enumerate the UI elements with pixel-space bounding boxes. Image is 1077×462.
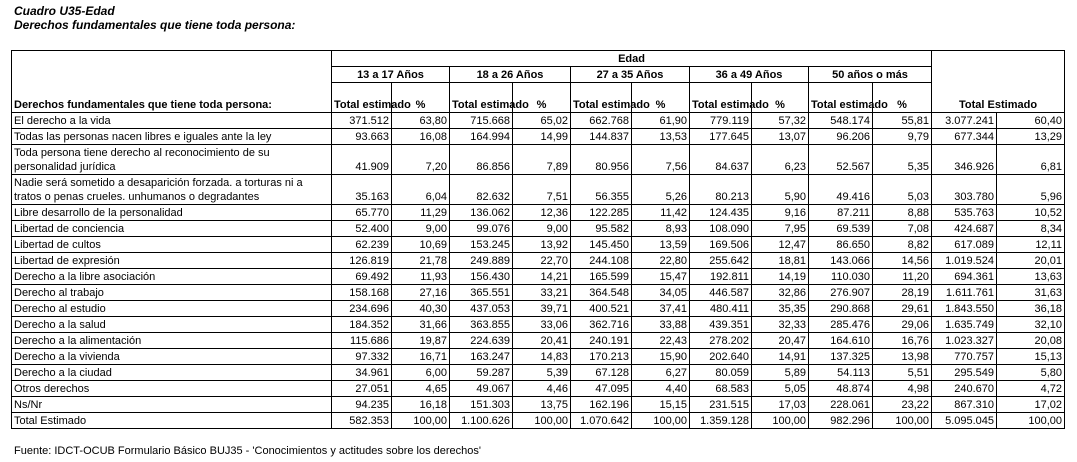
row-label: Derecho al estudio (12, 301, 332, 317)
percent-cell: 61,90 (632, 113, 690, 129)
total-cell: 97.332 (332, 349, 392, 365)
percent-cell: 7,89 (513, 145, 571, 175)
total-cell: 295.549 (932, 365, 997, 381)
percent-cell: 14,91 (752, 349, 809, 365)
percent-cell: 100,00 (632, 413, 690, 429)
total-cell: 446.587 (690, 285, 752, 301)
total-cell: 255.642 (690, 253, 752, 269)
total-cell: 363.855 (450, 317, 513, 333)
table-row (12, 365, 1065, 381)
total-cell: 69.539 (809, 221, 873, 237)
total-cell: 54.113 (809, 365, 873, 381)
table-row (12, 333, 1065, 349)
percent-cell: 57,32 (752, 113, 809, 129)
percent-cell: 29,61 (873, 301, 932, 317)
percent-cell: 22,80 (632, 253, 690, 269)
total-cell: 162.196 (571, 397, 632, 413)
percent-cell: 8,88 (873, 205, 932, 221)
percent-cell: 13,92 (513, 237, 571, 253)
percent-cell: 8,34 (997, 221, 1065, 237)
total-cell: 164.994 (450, 129, 513, 145)
total-cell: 770.757 (932, 349, 997, 365)
row-label: Derecho a la alimentación (12, 333, 332, 349)
total-cell: 163.247 (450, 349, 513, 365)
percent-cell: 13,07 (752, 129, 809, 145)
table-row (12, 175, 1065, 205)
total-cell: 1.635.749 (932, 317, 997, 333)
total-cell: 234.696 (332, 301, 392, 317)
total-cell: 1.023.327 (932, 333, 997, 349)
total-cell: 80.059 (690, 365, 752, 381)
total-cell: 1.843.550 (932, 301, 997, 317)
total-cell: 115.686 (332, 333, 392, 349)
percent-cell: 11,20 (873, 269, 932, 285)
percent-cell: 7,51 (513, 175, 571, 205)
percent-cell: 9,00 (513, 221, 571, 237)
row-label: Libre desarrollo de la personalidad (12, 205, 332, 221)
percent-cell: 13,63 (997, 269, 1065, 285)
total-estimado-subheader: Total estimado (690, 83, 752, 113)
percent-cell: 7,56 (632, 145, 690, 175)
percent-cell: 20,47 (752, 333, 809, 349)
total-cell: 582.353 (332, 413, 392, 429)
row-label: Otros derechos (12, 381, 332, 397)
percent-cell: 8,93 (632, 221, 690, 237)
percent-cell: 15,15 (632, 397, 690, 413)
percent-cell: 5,26 (632, 175, 690, 205)
percent-cell: 60,40 (997, 113, 1065, 129)
percent-cell: 16,71 (392, 349, 450, 365)
total-cell: 99.076 (450, 221, 513, 237)
total-cell: 662.768 (571, 113, 632, 129)
row-label: Derecho a la ciudad (12, 365, 332, 381)
percent-subheader: % (513, 83, 571, 113)
percent-cell: 32,86 (752, 285, 809, 301)
age-group-header: 50 años o más (809, 67, 932, 83)
total-cell: 110.030 (809, 269, 873, 285)
percent-cell: 5,51 (873, 365, 932, 381)
percent-cell: 31,63 (997, 285, 1065, 301)
total-cell: 244.108 (571, 253, 632, 269)
percent-cell: 22,70 (513, 253, 571, 269)
total-cell: 153.245 (450, 237, 513, 253)
total-cell: 69.492 (332, 269, 392, 285)
total-cell: 439.351 (690, 317, 752, 333)
table-row (12, 301, 1065, 317)
table-row (12, 269, 1065, 285)
total-cell: 184.352 (332, 317, 392, 333)
percent-cell: 65,02 (513, 113, 571, 129)
total-cell: 126.819 (332, 253, 392, 269)
total-cell: 400.521 (571, 301, 632, 317)
row-label: Libertad de expresión (12, 253, 332, 269)
total-cell: 94.235 (332, 397, 392, 413)
percent-cell: 10,52 (997, 205, 1065, 221)
total-cell: 192.811 (690, 269, 752, 285)
percent-cell: 5,39 (513, 365, 571, 381)
table-row (12, 413, 1065, 429)
percent-cell: 13,75 (513, 397, 571, 413)
percent-cell: 5,80 (997, 365, 1065, 381)
total-cell: 86.856 (450, 145, 513, 175)
percent-cell: 4,98 (873, 381, 932, 397)
total-cell: 240.670 (932, 381, 997, 397)
percent-cell: 15,13 (997, 349, 1065, 365)
total-cell: 535.763 (932, 205, 997, 221)
total-cell: 362.716 (571, 317, 632, 333)
age-group-header: 18 a 26 Años (450, 67, 571, 83)
total-cell: 290.868 (809, 301, 873, 317)
total-cell: 59.287 (450, 365, 513, 381)
percent-cell: 4,65 (392, 381, 450, 397)
total-cell: 202.640 (690, 349, 752, 365)
percent-cell: 15,47 (632, 269, 690, 285)
percent-cell: 14,19 (752, 269, 809, 285)
percent-cell: 12,11 (997, 237, 1065, 253)
total-cell: 49.067 (450, 381, 513, 397)
percent-cell: 6,04 (392, 175, 450, 205)
percent-cell: 19,87 (392, 333, 450, 349)
percent-cell: 33,06 (513, 317, 571, 333)
percent-cell: 40,30 (392, 301, 450, 317)
percent-subheader: % (873, 83, 932, 113)
total-cell: 93.663 (332, 129, 392, 145)
total-cell: 137.325 (809, 349, 873, 365)
percent-cell: 13,29 (997, 129, 1065, 145)
total-cell: 56.355 (571, 175, 632, 205)
percent-cell: 28,19 (873, 285, 932, 301)
percent-cell: 20,41 (513, 333, 571, 349)
total-cell: 47.095 (571, 381, 632, 397)
percent-cell: 5,89 (752, 365, 809, 381)
percent-cell: 7,95 (752, 221, 809, 237)
total-cell: 177.645 (690, 129, 752, 145)
percent-cell: 36,18 (997, 301, 1065, 317)
percent-cell: 5,35 (873, 145, 932, 175)
table-row (12, 253, 1065, 269)
total-cell: 52.567 (809, 145, 873, 175)
row-label: Todas las personas nacen libres e iguales ante la ley (12, 129, 332, 145)
total-cell: 158.168 (332, 285, 392, 301)
percent-cell: 11,93 (392, 269, 450, 285)
percent-cell: 13,59 (632, 237, 690, 253)
percent-cell: 20,01 (997, 253, 1065, 269)
age-group-header: 13 a 17 Años (332, 67, 450, 83)
percent-cell: 13,98 (873, 349, 932, 365)
total-cell: 170.213 (571, 349, 632, 365)
row-label: Total Estimado (12, 413, 332, 429)
total-cell: 80.213 (690, 175, 752, 205)
percent-cell: 27,16 (392, 285, 450, 301)
percent-cell: 11,42 (632, 205, 690, 221)
percent-cell: 37,41 (632, 301, 690, 317)
percent-cell: 33,88 (632, 317, 690, 333)
percent-cell: 18,81 (752, 253, 809, 269)
percent-cell: 5,05 (752, 381, 809, 397)
total-cell: 365.551 (450, 285, 513, 301)
total-cell: 151.303 (450, 397, 513, 413)
percent-cell: 100,00 (513, 413, 571, 429)
total-cell: 303.780 (932, 175, 997, 205)
total-cell: 364.548 (571, 285, 632, 301)
table-row (12, 397, 1065, 413)
percent-cell: 20,08 (997, 333, 1065, 349)
total-estimado-subheader: Total estimado (571, 83, 632, 113)
percent-cell: 63,80 (392, 113, 450, 129)
percent-cell: 9,00 (392, 221, 450, 237)
percent-cell: 7,20 (392, 145, 450, 175)
total-cell: 240.191 (571, 333, 632, 349)
table-row (12, 317, 1065, 333)
percent-cell: 4,40 (632, 381, 690, 397)
total-cell: 27.051 (332, 381, 392, 397)
total-cell: 164.610 (809, 333, 873, 349)
percent-cell: 6,27 (632, 365, 690, 381)
percent-cell: 16,76 (873, 333, 932, 349)
total-cell: 424.687 (932, 221, 997, 237)
percent-cell: 16,18 (392, 397, 450, 413)
total-cell: 437.053 (450, 301, 513, 317)
percent-cell: 14,83 (513, 349, 571, 365)
percent-cell: 4,46 (513, 381, 571, 397)
age-group-header: 36 a 49 Años (690, 67, 809, 83)
total-cell: 1.100.626 (450, 413, 513, 429)
total-cell: 867.310 (932, 397, 997, 413)
total-cell: 3.077.241 (932, 113, 997, 129)
percent-cell: 5,03 (873, 175, 932, 205)
percent-cell: 5,96 (997, 175, 1065, 205)
source-note: Fuente: IDCT-OCUB Formulario Básico BUJ35 - 'Conocimientos y actitudes sobre los derechos' (14, 445, 481, 457)
total-cell: 86.650 (809, 237, 873, 253)
total-cell: 62.239 (332, 237, 392, 253)
total-cell: 5.095.045 (932, 413, 997, 429)
total-cell: 715.668 (450, 113, 513, 129)
total-cell: 249.889 (450, 253, 513, 269)
table-row (12, 145, 1065, 175)
table-row (12, 237, 1065, 253)
percent-cell: 32,33 (752, 317, 809, 333)
percent-cell: 7,08 (873, 221, 932, 237)
row-label: Nadie será sometido a desaparición forzada. a torturas ni a tratos o penas crueles. unhumanos o degradantes (12, 175, 332, 205)
total-cell: 68.583 (690, 381, 752, 397)
table-row (12, 205, 1065, 221)
total-cell: 165.599 (571, 269, 632, 285)
percent-cell: 14,99 (513, 129, 571, 145)
total-cell: 67.128 (571, 365, 632, 381)
total-cell: 224.639 (450, 333, 513, 349)
total-cell: 80.956 (571, 145, 632, 175)
percent-cell: 13,53 (632, 129, 690, 145)
total-cell: 278.202 (690, 333, 752, 349)
total-cell: 156.430 (450, 269, 513, 285)
group-header-edad: Edad (332, 51, 932, 67)
total-cell: 1.359.128 (690, 413, 752, 429)
percent-cell: 100,00 (873, 413, 932, 429)
total-cell: 371.512 (332, 113, 392, 129)
percent-subheader: % (752, 83, 809, 113)
total-cell: 48.874 (809, 381, 873, 397)
row-label: Derecho a la salud (12, 317, 332, 333)
percent-cell: 16,08 (392, 129, 450, 145)
percent-cell: 23,22 (873, 397, 932, 413)
percent-cell: 100,00 (392, 413, 450, 429)
total-estimado-header: Total Estimado (932, 51, 1065, 113)
total-estimado-subheader: Total estimado (450, 83, 513, 113)
total-cell: 84.637 (690, 145, 752, 175)
percent-cell: 17,03 (752, 397, 809, 413)
percent-cell: 29,06 (873, 317, 932, 333)
percent-cell: 21,78 (392, 253, 450, 269)
total-cell: 228.061 (809, 397, 873, 413)
table-row (12, 285, 1065, 301)
total-cell: 34.961 (332, 365, 392, 381)
total-cell: 1.611.761 (932, 285, 997, 301)
total-cell: 982.296 (809, 413, 873, 429)
percent-cell: 39,71 (513, 301, 571, 317)
total-cell: 144.837 (571, 129, 632, 145)
table-row (12, 221, 1065, 237)
total-cell: 96.206 (809, 129, 873, 145)
percent-cell: 9,16 (752, 205, 809, 221)
total-cell: 35.163 (332, 175, 392, 205)
total-cell: 49.416 (809, 175, 873, 205)
percent-cell: 14,56 (873, 253, 932, 269)
table-row (12, 129, 1065, 145)
row-label: Ns/Nr (12, 397, 332, 413)
row-label: Derecho a la libre asociación (12, 269, 332, 285)
table-row (12, 349, 1065, 365)
total-cell: 122.285 (571, 205, 632, 221)
total-cell: 124.435 (690, 205, 752, 221)
percent-cell: 6,81 (997, 145, 1065, 175)
percent-cell: 100,00 (997, 413, 1065, 429)
percent-cell: 32,10 (997, 317, 1065, 333)
data-table (11, 50, 1065, 429)
percent-cell: 31,66 (392, 317, 450, 333)
row-label: Toda persona tiene derecho al reconocimiento de su personalidad jurídica (12, 145, 332, 175)
total-cell: 480.411 (690, 301, 752, 317)
percent-cell: 10,69 (392, 237, 450, 253)
percent-cell: 55,81 (873, 113, 932, 129)
total-estimado-subheader: Total estimado (809, 83, 873, 113)
total-cell: 231.515 (690, 397, 752, 413)
total-cell: 548.174 (809, 113, 873, 129)
total-cell: 108.090 (690, 221, 752, 237)
total-cell: 677.344 (932, 129, 997, 145)
percent-cell: 5,90 (752, 175, 809, 205)
percent-cell: 11,29 (392, 205, 450, 221)
total-cell: 1.070.642 (571, 413, 632, 429)
percent-cell: 9,79 (873, 129, 932, 145)
total-cell: 145.450 (571, 237, 632, 253)
row-label: Libertad de cultos (12, 237, 332, 253)
percent-subheader: % (632, 83, 690, 113)
table-subtitle: Derechos fundamentales que tiene toda persona: (14, 18, 296, 32)
total-cell: 276.907 (809, 285, 873, 301)
percent-cell: 12,47 (752, 237, 809, 253)
total-cell: 779.119 (690, 113, 752, 129)
total-cell: 52.400 (332, 221, 392, 237)
percent-cell: 22,43 (632, 333, 690, 349)
total-cell: 82.632 (450, 175, 513, 205)
table-caption: Cuadro U35-Edad (14, 4, 115, 18)
percent-cell: 17,02 (997, 397, 1065, 413)
total-cell: 617.089 (932, 237, 997, 253)
percent-cell: 6,23 (752, 145, 809, 175)
table-row (12, 113, 1065, 129)
percent-cell: 34,05 (632, 285, 690, 301)
percent-cell: 15,90 (632, 349, 690, 365)
percent-subheader: % (392, 83, 450, 113)
total-cell: 143.066 (809, 253, 873, 269)
row-label: Derecho a la vivienda (12, 349, 332, 365)
row-label: Derecho al trabajo (12, 285, 332, 301)
total-cell: 1.019.524 (932, 253, 997, 269)
total-estimado-subheader: Total estimado (332, 83, 392, 113)
row-header: Derechos fundamentales que tiene toda persona: (12, 51, 332, 113)
total-cell: 95.582 (571, 221, 632, 237)
percent-cell: 100,00 (752, 413, 809, 429)
row-label: El derecho a la vida (12, 113, 332, 129)
percent-cell: 8,82 (873, 237, 932, 253)
percent-cell: 14,21 (513, 269, 571, 285)
total-cell: 346.926 (932, 145, 997, 175)
age-group-header: 27 a 35 Años (571, 67, 690, 83)
total-cell: 285.476 (809, 317, 873, 333)
percent-cell: 12,36 (513, 205, 571, 221)
total-cell: 65.770 (332, 205, 392, 221)
percent-cell: 6,00 (392, 365, 450, 381)
percent-cell: 35,35 (752, 301, 809, 317)
total-cell: 694.361 (932, 269, 997, 285)
percent-cell: 33,21 (513, 285, 571, 301)
table-row (12, 381, 1065, 397)
total-cell: 87.211 (809, 205, 873, 221)
row-label: Libertad de conciencia (12, 221, 332, 237)
total-cell: 169.506 (690, 237, 752, 253)
total-cell: 41.909 (332, 145, 392, 175)
total-cell: 136.062 (450, 205, 513, 221)
percent-cell: 4,72 (997, 381, 1065, 397)
